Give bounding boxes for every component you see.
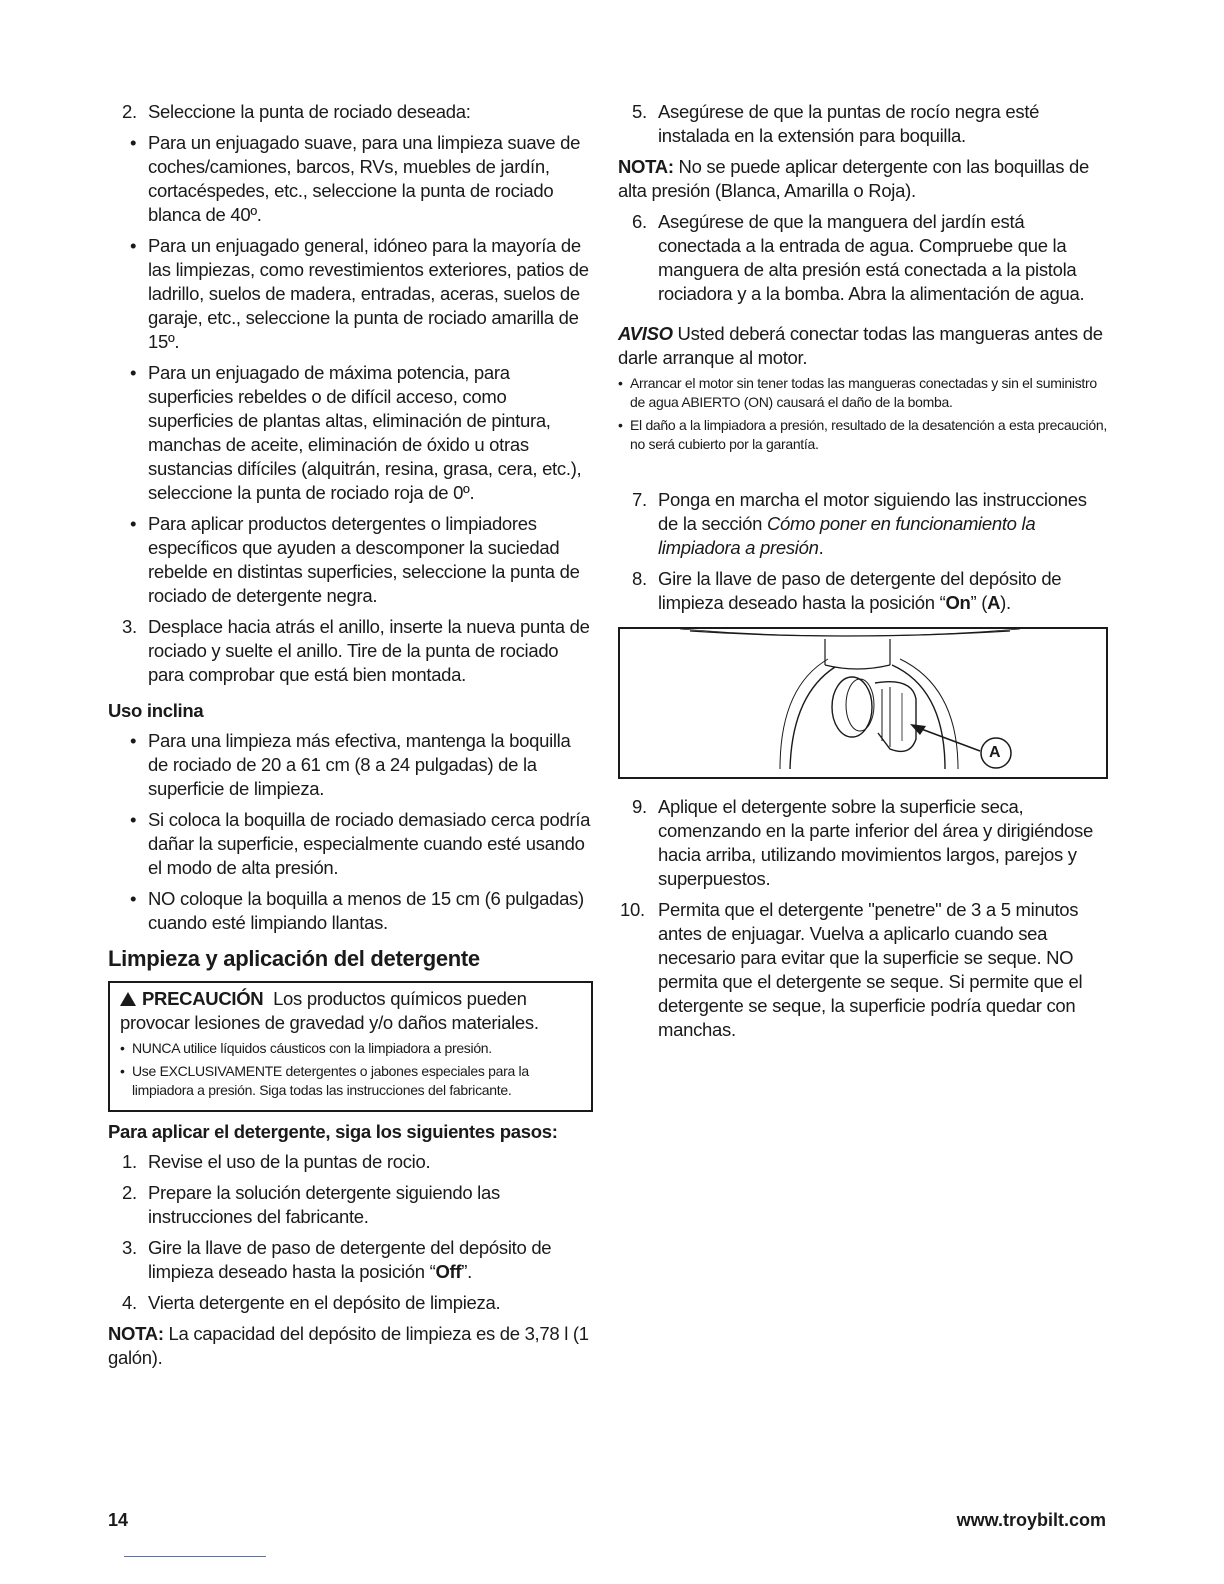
step-text: Ponga en marcha el motor siguiendo las instrucciones de la sección xyxy=(658,489,1087,534)
step-number: 10. xyxy=(620,899,645,920)
step-number: 7. xyxy=(632,489,647,510)
detergent-step-4 xyxy=(108,1291,593,1315)
detergent-step-1 xyxy=(108,1150,593,1174)
list-item-text: Si coloca la boquilla de rociado demasiado cerca podría dañar la superficie, especialmente cuando esté usando el modo de alta presión. xyxy=(148,809,591,878)
bottom-divider xyxy=(124,1556,266,1557)
bullet-icon: • xyxy=(130,513,137,534)
step-number: 1. xyxy=(122,1151,137,1172)
caution-title: PRECAUCIÓN xyxy=(142,988,264,1009)
aviso-bullet-text: Arrancar el motor sin tener todas las mangueras conectadas y sin el suministro de agua ABIERTO (ON) causará el daño de la bomba. xyxy=(630,375,1097,410)
bullet-icon: • xyxy=(130,730,137,751)
step-number: 4. xyxy=(122,1292,137,1313)
valve-illustration-icon xyxy=(620,629,1106,777)
step-text: Revise el uso de la puntas de rocio. xyxy=(148,1151,431,1172)
step-2 xyxy=(108,100,593,124)
off-label: Off xyxy=(435,1261,462,1282)
on-label: On xyxy=(945,592,971,613)
right-column xyxy=(618,100,1108,1049)
bullet-icon: • xyxy=(130,888,137,909)
note-high-pressure xyxy=(618,155,1108,203)
caution-box xyxy=(108,981,593,1112)
bullet-icon: • xyxy=(618,417,623,433)
aviso-bullet xyxy=(618,416,1108,454)
list-item xyxy=(108,887,593,935)
caution-bullet xyxy=(120,1062,583,1100)
callout-ref: A xyxy=(987,592,1001,613)
step-number: 5. xyxy=(632,101,647,122)
step-text: Asegúrese de que la puntas de rocío negra esté instalada en la extensión para boquilla. xyxy=(658,101,1040,146)
uso-heading: Uso inclina xyxy=(108,700,204,721)
bullet-icon: • xyxy=(120,1063,125,1079)
caution-bullet-text: Use EXCLUSIVAMENTE detergentes o jabones especiales para la limpiadora a presión. Siga todas las instrucciones del fabricante. xyxy=(132,1063,529,1098)
step-text: Vierta detergente en el depósito de limpieza. xyxy=(148,1292,501,1313)
aviso-bullet xyxy=(618,374,1108,412)
step-text: Seleccione la punta de rociado deseada: xyxy=(148,101,471,122)
step-text: Desplace hacia atrás el anillo, inserte la nueva punta de rociado y suelte el anillo. Tire de la punta de rociado para comprobar que está bien montada. xyxy=(148,616,590,685)
step-text: Asegúrese de que la manguera del jardín está conectada a la entrada de agua. Compruebe que la manguera de alta presión está conectada a la pistola rociadora y a la bomba. Abra la alimentación de agua. xyxy=(658,211,1085,304)
step-text-mid: ” ( xyxy=(970,592,988,613)
step-text: Prepare la solución detergente siguiendo las instrucciones del fabricante. xyxy=(148,1182,500,1227)
note-text: No se puede aplicar detergente con las boquillas de alta presión (Blanca, Amarilla o Roja). xyxy=(618,156,1090,201)
aviso-bullet-text: El daño a la limpiadora a presión, resultado de la desatención a esta precaución, no será cubierto por la garantía. xyxy=(630,417,1107,452)
list-item-text: Para un enjuagado de máxima potencia, para superficies rebeldes o de difícil acceso, como superficies de plantas altas, eliminación de pintura, manchas de aceite, eliminación de óxido u otras sustancias difíciles (alquitrán, resina, grasa, cera, etc.), seleccione la punta de rociado roja de 0º. xyxy=(148,362,582,503)
list-item xyxy=(108,234,593,354)
step-number: 2. xyxy=(122,101,137,122)
caution-intro xyxy=(120,987,583,1035)
step-number: 6. xyxy=(632,211,647,232)
step-7 xyxy=(618,488,1108,560)
left-column xyxy=(108,100,593,1377)
detergent-step-3 xyxy=(108,1236,593,1284)
step-3 xyxy=(108,615,593,687)
note-label: NOTA: xyxy=(618,156,674,177)
section-reference: Cómo poner en funcionamiento la limpiadora a presión xyxy=(658,513,1036,558)
aviso-label: AVISO xyxy=(618,323,673,344)
list-item xyxy=(108,361,593,505)
list-item-text: NO coloque la boquilla a menos de 15 cm (6 pulgadas) cuando esté limpiando llantas. xyxy=(148,888,584,933)
steps-heading: Para aplicar el detergente, siga los siguientes pasos: xyxy=(108,1121,558,1142)
bullet-icon: • xyxy=(120,1040,125,1056)
step-text-end: ). xyxy=(1000,592,1011,613)
step-9 xyxy=(618,795,1108,891)
step-text: Permita que el detergente "penetre" de 3 a 5 minutos antes de enjuagar. Vuelva a aplicarlo cuando sea necesario para evitar que la superficie se seque. NO permita que el detergente se seque. Si permite que el detergente se seque, la superficie podría quedar con manchas. xyxy=(658,899,1083,1040)
list-item xyxy=(108,729,593,801)
step-text-end: ”. xyxy=(461,1261,472,1282)
step-number: 9. xyxy=(632,796,647,817)
list-item xyxy=(108,131,593,227)
step-text: Aplique el detergente sobre la superficie seca, comenzando en la parte inferior del área y dirigiéndose hacia arriba, utilizando movimientos largos, parejos y superpuestos. xyxy=(658,796,1093,889)
step-number: 3. xyxy=(122,616,137,637)
bullet-icon: • xyxy=(130,132,137,153)
bullet-icon: • xyxy=(130,235,137,256)
list-item-text: Para aplicar productos detergentes o limpiadores específicos que ayuden a descomponer la suciedad rebelde en distintas superficies, seleccione la punta de rociado de detergente negra. xyxy=(148,513,580,606)
callout-label: A xyxy=(989,744,1001,761)
step-5 xyxy=(618,100,1108,148)
step-number: 3. xyxy=(122,1237,137,1258)
step-text: Gire la llave de paso de detergente del depósito de limpieza deseado hasta la posición “ xyxy=(658,568,1062,613)
aviso-text: Usted deberá conectar todas las mangueras antes de darle arranque al motor. xyxy=(618,323,1103,368)
caution-bullet xyxy=(120,1039,583,1058)
section-heading: Limpieza y aplicación del detergente xyxy=(108,946,480,971)
page-number: 14 xyxy=(108,1510,129,1530)
list-item-text: Para un enjuagado suave, para una limpieza suave de coches/camiones, barcos, RVs, muebles de jardín, cortacéspedes, etc., seleccione la punta de rociado blanca de 40º. xyxy=(148,132,581,225)
list-item-text: Para una limpieza más efectiva, mantenga la boquilla de rociado de 20 a 61 cm (8 a 24 pulgadas) de la superficie de limpieza. xyxy=(148,730,571,799)
step-text-end: . xyxy=(818,537,824,558)
bullet-icon: • xyxy=(618,375,623,391)
step-number: 8. xyxy=(632,568,647,589)
note-label: NOTA: xyxy=(108,1323,164,1344)
step-6 xyxy=(618,210,1108,306)
list-item xyxy=(108,512,593,608)
step-text: Gire la llave de paso de detergente del depósito de limpieza deseado hasta la posición “ xyxy=(148,1237,552,1282)
bullet-icon: • xyxy=(130,362,137,383)
aviso-block xyxy=(618,322,1108,454)
caution-bullet-text: NUNCA utilice líquidos cáusticos con la limpiadora a presión. xyxy=(132,1040,492,1056)
bullet-icon: • xyxy=(130,809,137,830)
note-text: La capacidad del depósito de limpieza es de 3,78 l (1 galón). xyxy=(108,1323,589,1368)
website-link[interactable]: www.troybilt.com xyxy=(956,1510,1106,1530)
aviso-intro xyxy=(618,322,1108,370)
valve-figure xyxy=(618,627,1108,779)
note-capacity xyxy=(108,1322,593,1370)
step-number: 2. xyxy=(122,1182,137,1203)
warning-triangle-icon xyxy=(120,992,136,1006)
caution-text: Los productos químicos pueden provocar lesiones de gravedad y/o daños materiales. xyxy=(120,988,539,1033)
step-8 xyxy=(618,567,1108,615)
list-item-text: Para un enjuagado general, idóneo para la mayoría de las limpiezas, como revestimientos exteriores, patios de ladrillo, suelos de madera, entradas, aceras, suelos de garaje, etc., seleccione la punta de rociado amarilla de 15º. xyxy=(148,235,589,352)
list-item xyxy=(108,808,593,880)
detergent-step-2 xyxy=(108,1181,593,1229)
step-10 xyxy=(618,898,1108,1042)
